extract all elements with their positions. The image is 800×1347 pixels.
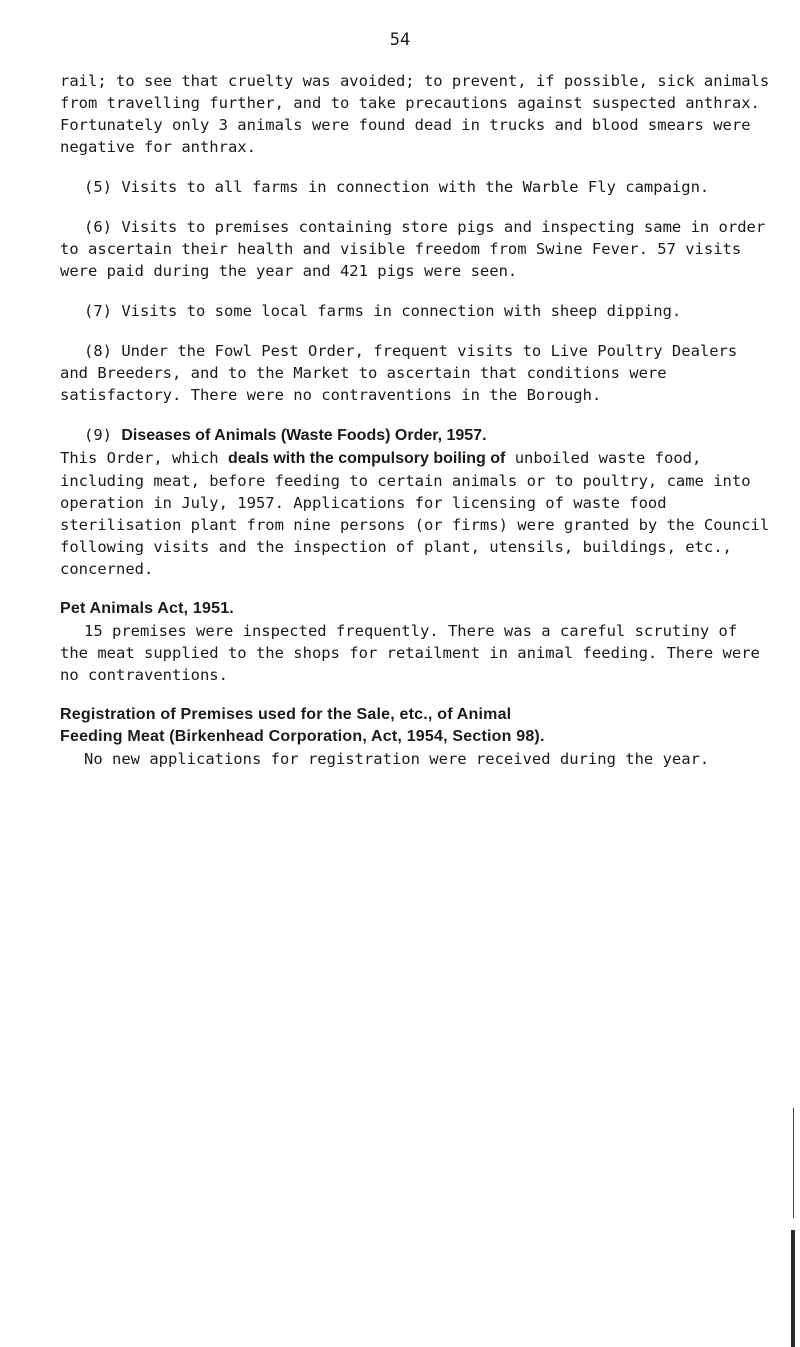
paragraph-intro: rail; to see that cruelty was avoided; to prevent, if possible, sick animals from travelling further, and to take precautions against suspected anthrax. Fortunately only 3 animals were found dead in trucks and blood smears were negative for anthrax.: [60, 72, 779, 156]
registration-heading-line-2: Feeding Meat (Birkenhead Corporation, Act, 1954, Section 98).: [60, 728, 545, 745]
scan-edge-mark: [791, 1230, 795, 1347]
document-body: [60, 70, 779, 788]
scan-edge-line: [793, 1108, 794, 1218]
registration-heading-line-1: Registration of Premises used for the Sale, etc., of Animal: [60, 706, 512, 723]
item-9-heading: Diseases of Animals (Waste Foods) Order, 1957.: [121, 427, 487, 444]
item-9-body: [60, 447, 779, 580]
item-9-text-after: unboiled waste food, including meat, before feeding to certain animals or to poultry, came into operation in July, 1957. Applications for licensing of waste food sterilisation plant from nine persons (or firms) were granted by the Council following visits and the inspection of plant, utensils, buildings, etc., concerned.: [60, 449, 779, 578]
pet-animals-section: [60, 598, 770, 686]
item-9-text-before: This Order, which: [60, 449, 219, 467]
registration-section: [60, 704, 770, 770]
paragraph-item-5: (5) Visits to all farms in connection with the Warble Fly campaign.: [84, 178, 710, 196]
item-9-section: [60, 424, 779, 580]
paragraph-item-6: (6) Visits to premises containing store pigs and inspecting same in order to ascertain their health and visible freedom from Swine Fever. 57 visits were paid during the year and 421 pigs were seen.: [60, 218, 775, 280]
item-9-bold-phrase: deals with the compulsory boiling of: [227, 450, 506, 467]
paragraph-item-8: (8) Under the Fowl Pest Order, frequent visits to Live Poultry Dealers and Breeders, and to the Market to ascertain that conditions were satisfactory. There were no contraventions in the Borough.: [60, 342, 747, 404]
pet-animals-heading: Pet Animals Act, 1951.: [60, 600, 234, 617]
item-9-number: (9): [84, 426, 112, 444]
paragraph-item-7: (7) Visits to some local farms in connection with sheep dipping.: [84, 302, 682, 320]
item-9-heading-line: [60, 424, 770, 447]
page-number: 54: [389, 30, 411, 50]
pet-animals-body: 15 premises were inspected frequently. There was a careful scrutiny of the meat supplied to the shops for retailment in animal feeding. There were no contraventions.: [60, 622, 770, 684]
registration-body: No new applications for registration were received during the year.: [84, 750, 710, 768]
